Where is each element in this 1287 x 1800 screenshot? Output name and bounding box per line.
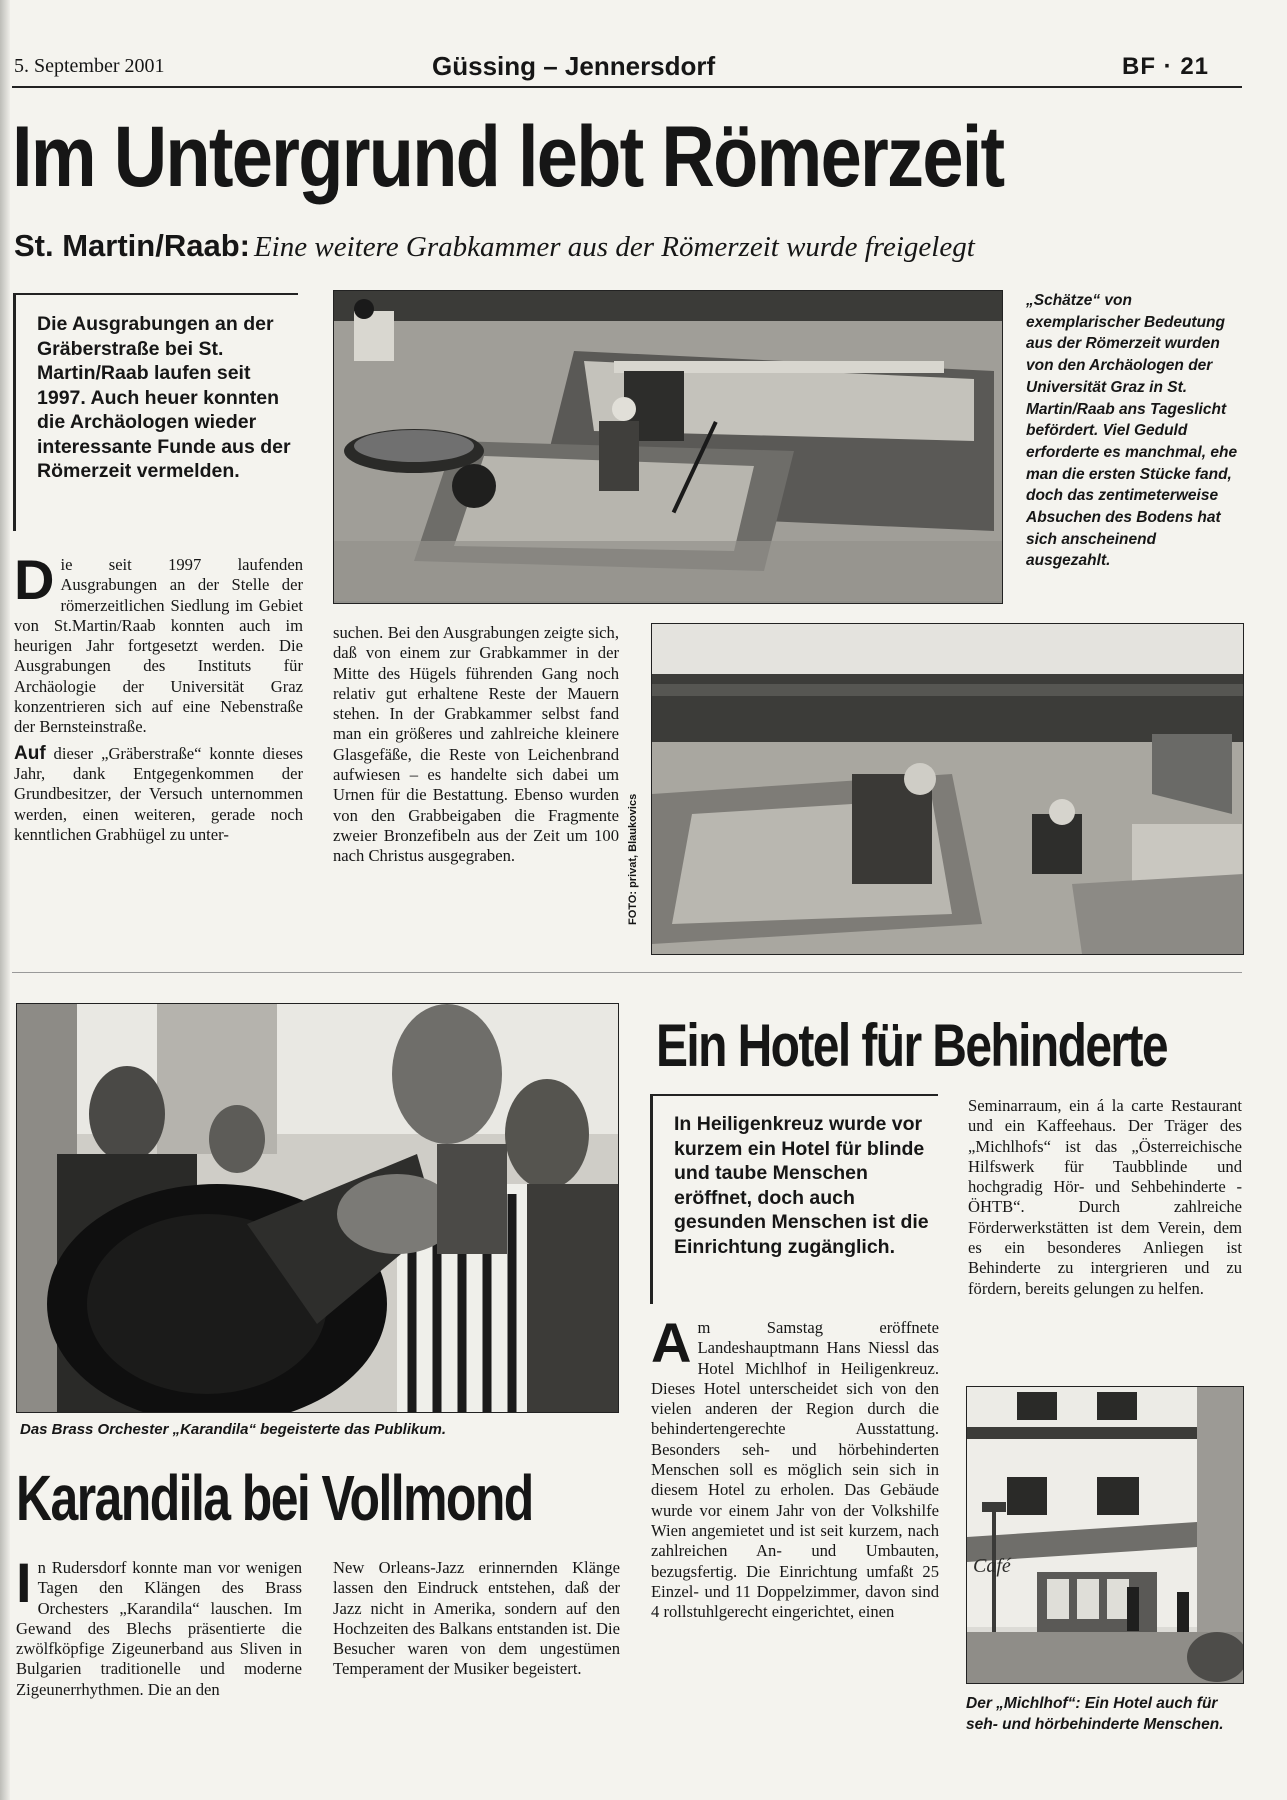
article1-column2: suchen. Bei den Ausgrabungen zeigte sich, daß von einem zur Grabkammer in der Mitte des Hügels führenden Gang noch relativ gut erhaltene Reste der Mauern stehen. In der Grabkammer selbst fand man ein größeres und zahlreiche kleinere Glasgefäße, die Reste von Leichenbrand aufwiesen – es handelte sich dabei um Urnen für die Bestattung. Ebenso wurden von den Grabbeigaben die Fragmente zweier Bronzefibeln aus der Zeit um 100 nach Christus ausgegraben. (333, 623, 619, 866)
article2-column1 (16, 1551, 302, 1700)
article1-p2-text: dieser „Gräberstraße“ konnte dieses Jahr, dank Entgegenkommen der Grundbesitzer, der Versuch unternommen werden, einen weiteren, gerade noch kenntlichen Grabhügel zu unter- (14, 743, 303, 844)
lead-article3: In Heiligenkreuz wurde vor kurzem ein Hotel für blinde und taube Menschen eröffnet, doch auch gesunden Menschen ist die Einrichtung zugänglich. (674, 1113, 929, 1258)
photo-michlhof (966, 1386, 1244, 1684)
dropcap-d: D (14, 548, 55, 611)
hotel-scene (967, 1387, 1243, 1683)
article3-col1-text: m Samstag eröffnete Landeshauptmann Hans Niessl das Hotel Michlhof in Heiligenkreuz. Dieses Hotel unterscheidet sich von den vielen anderen der Region durch die behindertengerechte Ausstattung. Besonders seh- und hörbehinderten Menschen soll es möglich sein sich in diesem Hotel zu erholen. Das Gebäude wurde vor einem Jahr von der Volkshilfe Wien angemietet und ist seit kurzem, nach zahlreichen An- und Umbauten, bezugsfertig. Die Einrichtung umfaßt 25 Einzel- und 11 Doppelzimmer, davon sind 4 rollstuhlgerecht eingerichtet, einen (651, 1318, 939, 1622)
article1-p1-text: ie seit 1997 laufenden Ausgrabungen an der Stelle der römerzeitlichen Siedlung im Gebiet von St.Martin/Raab konnten auch im heurigen Jahr fortgesetzt werden. Die Ausgrabungen des Instituts für Archäologie der Universität Graz konzentrieren sich auf eine Nebenstraße der Bernsteinstraße. (14, 555, 303, 737)
hotel-sign: Café (973, 1555, 1011, 1577)
header-rule (12, 86, 1242, 88)
subheadline (14, 228, 975, 264)
dropcap-a: A (651, 1311, 692, 1374)
excavation-scene (334, 291, 1002, 603)
article1-p2-start: Auf (14, 742, 46, 764)
issue-date: 5. September 2001 (14, 55, 165, 77)
page-number: BF · 21 (1122, 53, 1210, 80)
lead-box3-bar (650, 1094, 653, 1304)
article3-column2: Seminarraum, ein á la carte Restaurant und ein Kaffeehaus. Der Träger des „Michlhofs“ ist das „Österreichische Hilfswerk für Taubblinde und hochgradig Hör- und Sehbehinderte - ÖHTB“. Durch zahlreiche Förderwerkstätten ist dem Verein, dem es ein besonderes Anliegen ist Behinderte zu intergrieren und zu fördern, bereits gelungen zu helfen. (968, 1096, 1242, 1298)
lead-box-bar (13, 293, 16, 531)
section-rule (12, 972, 1242, 973)
caption-michlhof: Der „Michlhof“: Ein Hotel auch für seh- und hörbehinderte Menschen. (966, 1695, 1224, 1733)
headline-karandila: Karandila bei Vollmond (16, 1462, 533, 1534)
subheadline-location: St. Martin/Raab: (14, 228, 250, 263)
caption-brass: Das Brass Orchester „Karandila“ begeisterte das Publikum. (20, 1421, 446, 1438)
photo-excavation-1 (333, 290, 1003, 604)
photo-credit: FOTO: privat, Blaukovics (627, 793, 639, 925)
caption-excavation: „Schätze“ von exemplarischer Bedeutung aus der Römerzeit wurden von den Archäologen der Universität Graz in St. Martin/Raab ans Tageslicht befördert. Viel Geduld erforderte es manchmal, ehe man die ersten Stücke fand, doch das zentimeterweise Absuchen des Bodens hat sich anscheinend ausgezahlt. (1026, 292, 1238, 570)
article1-column1 (14, 548, 303, 845)
lead-box-rule (13, 293, 298, 295)
cornfield-scene (652, 624, 1243, 954)
article2-column2: New Orleans-Jazz erinnernden Klänge lassen den Eindruck entstehen, daß der Jazz nicht in Amerika, sondern auf den Hochzeiten des Balkans entstanden ist. Die Besucher waren von dem ungestümen Temperament der Musiker begeistert. (333, 1558, 620, 1679)
lead-article1: Die Ausgrabungen an der Gräberstraße bei St. Martin/Raab laufen seit 1997. Auch heuer konnten die Archäologen wieder interessante Funde aus der Römerzeit vermelden. (37, 313, 291, 482)
lead-box3-rule (650, 1094, 938, 1096)
section-title: Güssing – Jennersdorf (432, 51, 716, 81)
article1-paragraph2 (14, 744, 303, 845)
subheadline-text: Eine weitere Grabkammer aus der Römerzeit wurde freigelegt (253, 231, 975, 263)
photo-brass-orchestra (16, 1003, 619, 1413)
page-fold (0, 0, 10, 1800)
headline-roemerzeit: Im Untergrund lebt Römerzeit (12, 109, 1004, 205)
article1-paragraph1 (14, 548, 303, 738)
headline-hotel: Ein Hotel für Behinderte (656, 1012, 1167, 1079)
photo-excavation-2 (651, 623, 1244, 955)
article2-col1-text: n Rudersdorf konnte man vor wenigen Tagen den Klängen des Brass Orchesters „Karandila“ lauschen. Im Gewand des Blechs präsentierte die zwölfköpfige Zigeunerband aus Sliven in Bulgarien traditionelle und moderne Zigeunerrhythmen. Die an den (16, 1558, 302, 1699)
dropcap-i: I (16, 1551, 32, 1614)
article3-column1 (651, 1311, 939, 1622)
brass-scene (17, 1004, 618, 1412)
